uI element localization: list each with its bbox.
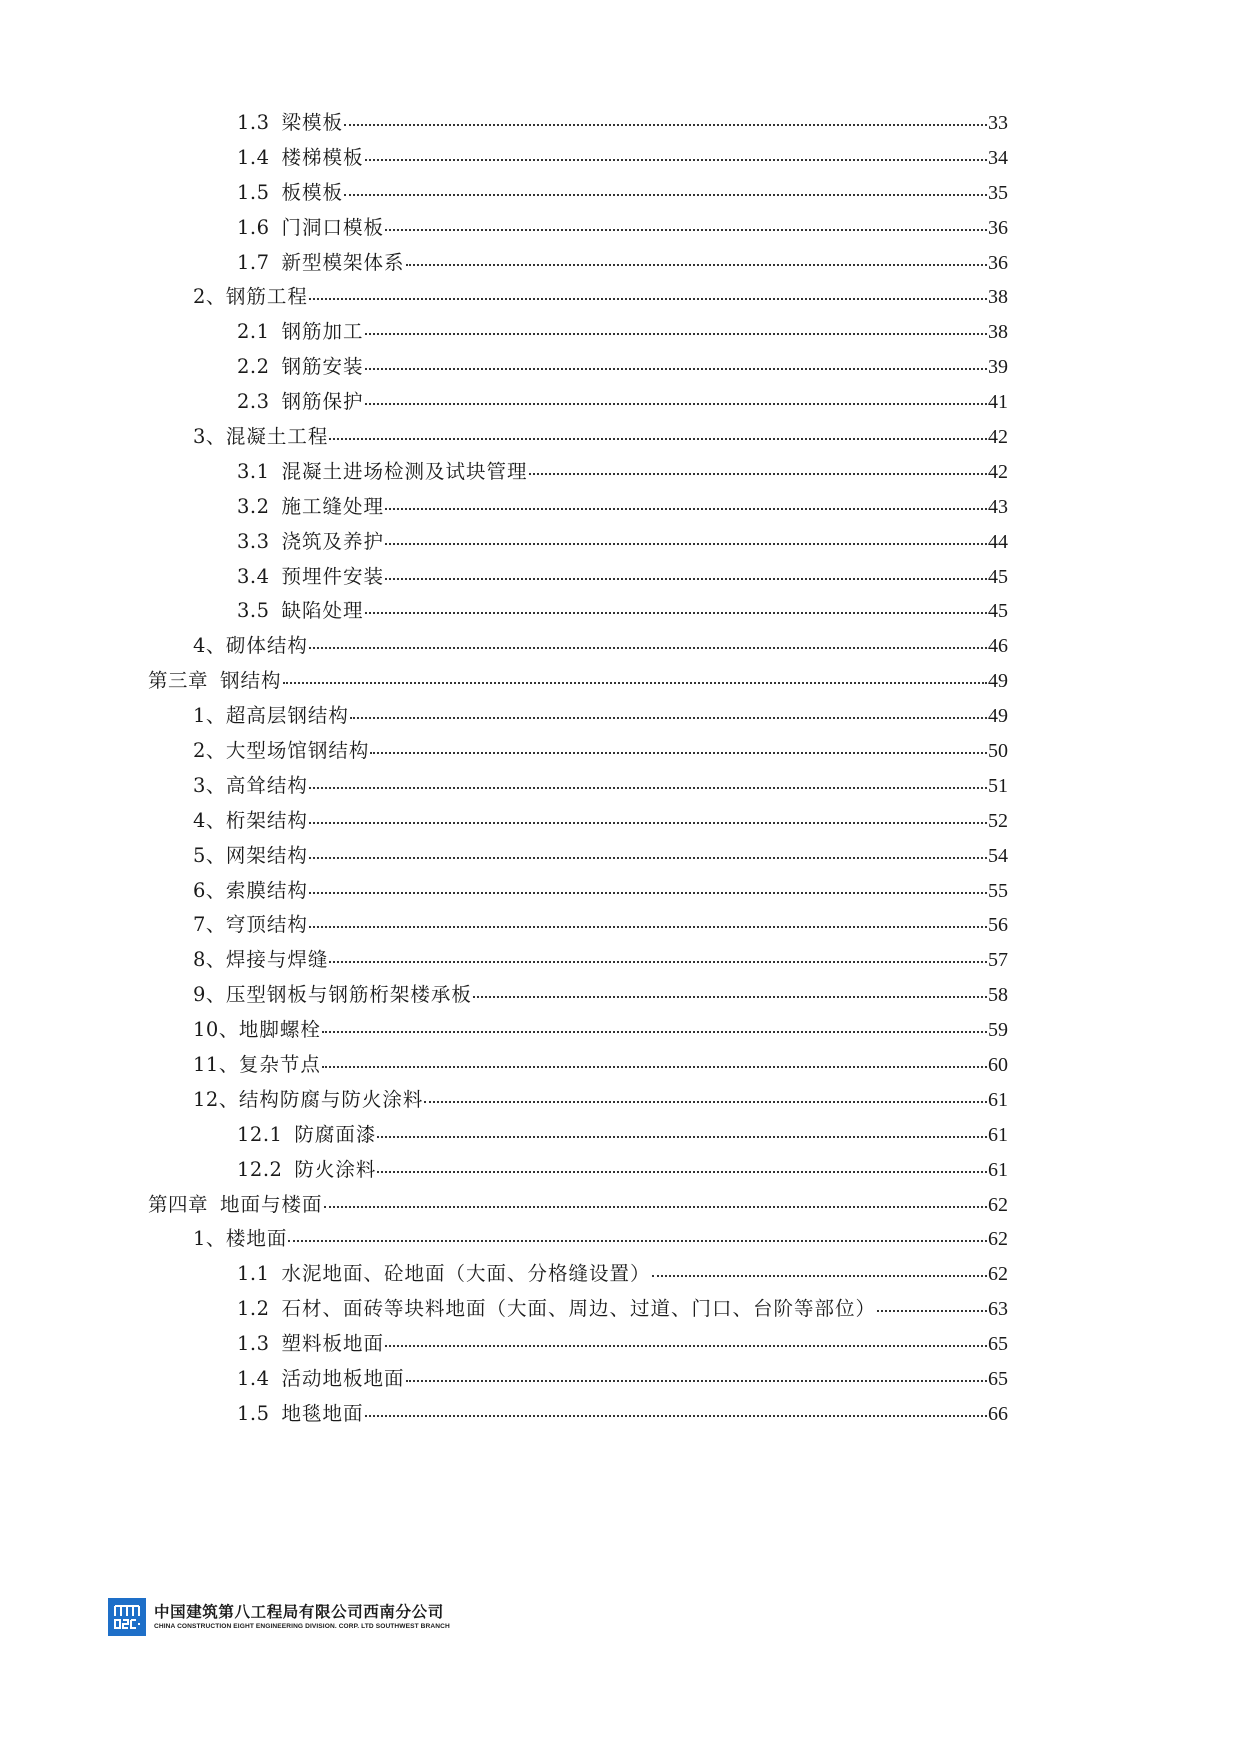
- toc-entry-page: 61: [988, 1158, 1008, 1181]
- toc-entry-line: [237, 594, 1008, 629]
- toc-entry[interactable]: [0, 804, 1240, 839]
- toc-entry-line: [193, 420, 1008, 455]
- toc-entry-line: [237, 1362, 1008, 1397]
- toc-entry-line: [237, 176, 1008, 211]
- toc-entry[interactable]: [0, 734, 1240, 769]
- dot-leader: [385, 1327, 987, 1347]
- toc-entry-number: 6、: [193, 878, 226, 902]
- toc-entry-number: 2、: [193, 285, 226, 309]
- toc-entry[interactable]: [0, 1083, 1240, 1118]
- toc-entry-page: 42: [988, 426, 1008, 448]
- dot-leader: [529, 455, 987, 475]
- toc-entry[interactable]: [0, 211, 1240, 246]
- toc-entry-line: [237, 455, 1008, 490]
- toc-entry-page: 36: [988, 251, 1008, 274]
- toc-entry-page: 61: [988, 1123, 1008, 1146]
- toc-entry-page: 66: [988, 1402, 1008, 1425]
- dot-leader: [652, 1257, 987, 1277]
- toc-entry-line: [193, 769, 1008, 804]
- toc-entry-page: 62: [988, 1228, 1008, 1251]
- toc-entry-line: [193, 734, 1008, 769]
- toc-entry-number: 3.2: [237, 494, 270, 518]
- toc-entry[interactable]: [0, 350, 1240, 385]
- toc-entry-line: [237, 246, 1008, 281]
- dot-leader: [365, 350, 987, 370]
- toc-entry-line: [193, 280, 1008, 315]
- toc-entry-number: 第四章: [148, 1192, 209, 1216]
- toc-entry-line: [237, 490, 1008, 525]
- toc-entry-line: [193, 699, 1008, 734]
- toc-entry-page: 36: [988, 216, 1008, 239]
- toc-entry[interactable]: [0, 1118, 1240, 1153]
- toc-entry-page: 34: [988, 146, 1008, 169]
- toc-entry-page: 42: [988, 460, 1008, 483]
- toc-entry-title: 板模板: [281, 180, 344, 204]
- dot-leader: [322, 1013, 987, 1033]
- toc-entry-page: 51: [988, 774, 1008, 797]
- toc-entry-page: 62: [988, 1193, 1008, 1216]
- toc-entry-number: 2、: [193, 739, 226, 763]
- toc-entry-title: 高耸结构: [225, 773, 308, 797]
- toc-entry[interactable]: [0, 1223, 1240, 1258]
- toc-entry[interactable]: [0, 978, 1240, 1013]
- toc-entry-page: 50: [988, 740, 1008, 763]
- dot-leader: [365, 141, 987, 161]
- dot-leader: [309, 629, 987, 649]
- toc-entry-number: 2.1: [237, 320, 270, 344]
- toc-entry-page: 57: [988, 949, 1008, 972]
- toc-entry-number: 5、: [193, 843, 226, 867]
- toc-entry-line: [237, 1153, 1008, 1188]
- dot-leader: [309, 839, 987, 859]
- toc-entry[interactable]: [0, 1257, 1240, 1292]
- dot-leader: [385, 525, 987, 545]
- toc-entry-number: 1.6: [237, 215, 270, 239]
- toc-entry-title: 水泥地面、砼地面（大面、分格缝设置）: [281, 1262, 651, 1286]
- toc-entry-number: 9、: [193, 983, 226, 1007]
- company-name-english: CHINA CONSTRUCTION EIGHT ENGINEERING DIVISION. CORP. LTD SOUTHWEST BRANCH: [154, 1623, 450, 1630]
- dot-leader: [424, 1083, 987, 1103]
- toc-entry-page: 46: [988, 635, 1008, 658]
- toc-entry-line: [237, 385, 1008, 420]
- toc-entry-line: [237, 560, 1008, 595]
- toc-entry-number: 11、: [193, 1053, 239, 1077]
- dot-leader: [365, 315, 987, 335]
- toc-entry-line: [148, 1188, 1008, 1223]
- toc-entry[interactable]: [0, 908, 1240, 943]
- toc-entry-number: 1.4: [237, 145, 270, 169]
- toc-entry-title: 大型场馆钢结构: [225, 739, 370, 763]
- toc-entry-number: 1.5: [237, 1401, 270, 1425]
- toc-entry-title: 预埋件安装: [281, 564, 385, 588]
- toc-entry-line: [193, 804, 1008, 839]
- toc-entry-line: [193, 943, 1008, 978]
- toc-entry-line: [237, 1397, 1008, 1432]
- dot-leader: [350, 699, 987, 719]
- toc-entry[interactable]: [0, 1048, 1240, 1083]
- toc-entry-line: [193, 1013, 1008, 1048]
- toc-entry-page: 49: [988, 670, 1008, 693]
- toc-entry[interactable]: [0, 1397, 1240, 1432]
- toc-entry-number: 1.7: [237, 250, 270, 274]
- toc-entry-title: 钢筋工程: [225, 285, 308, 309]
- dot-leader: [377, 1153, 987, 1173]
- toc-entry-title: 地毯地面: [281, 1401, 364, 1425]
- toc-entry-number: 3、: [193, 425, 226, 448]
- dot-leader: [385, 560, 987, 580]
- toc-entry-number: 第三章: [148, 669, 209, 693]
- toc-entry[interactable]: [0, 141, 1240, 176]
- toc-entry-number: 12、: [193, 1087, 239, 1111]
- toc-entry-title: 结构防腐与防火涂料: [238, 1087, 424, 1111]
- dot-leader: [473, 978, 987, 998]
- toc-entry-page: 60: [988, 1054, 1008, 1077]
- dot-leader: [324, 1188, 987, 1208]
- toc-entry-line: [193, 908, 1008, 943]
- toc-entry-title: 施工缝处理: [281, 494, 385, 518]
- toc-entry-number: 2.3: [237, 390, 270, 414]
- toc-entry[interactable]: [0, 769, 1240, 804]
- toc-entry[interactable]: [0, 629, 1240, 664]
- toc-entry-line: [193, 839, 1008, 874]
- toc-entry-page: 41: [988, 391, 1008, 414]
- toc-entry-page: 49: [988, 705, 1008, 728]
- dot-leader: [370, 734, 987, 754]
- dot-leader: [877, 1292, 987, 1312]
- toc-entry[interactable]: [0, 106, 1240, 141]
- toc-entry-title: 钢筋加工: [281, 320, 364, 344]
- dot-leader: [309, 874, 987, 894]
- toc-entry-title: 地面与楼面: [220, 1192, 323, 1216]
- toc-entry[interactable]: [0, 594, 1240, 629]
- toc-entry[interactable]: [0, 1327, 1240, 1362]
- dot-leader: [322, 1048, 987, 1068]
- dot-leader: [329, 943, 987, 963]
- toc-entry-page: 35: [988, 181, 1008, 204]
- toc-entry-number: 3、: [193, 773, 226, 797]
- toc-entry-title: 网架结构: [225, 843, 308, 867]
- toc-entry-line: [237, 1257, 1008, 1292]
- dot-leader: [309, 908, 987, 928]
- toc-entry-title: 砌体结构: [225, 634, 308, 658]
- toc-entry-line: [148, 664, 1008, 699]
- dot-leader: [406, 1362, 987, 1382]
- toc-entry-title: 桁架结构: [225, 808, 308, 832]
- toc-entry-number: 8、: [193, 948, 226, 972]
- toc-entry-number: 4、: [193, 634, 226, 658]
- dot-leader: [283, 664, 987, 684]
- toc-entry[interactable]: [0, 315, 1240, 350]
- table-of-contents: [0, 106, 1240, 1432]
- toc-entry-number: 4、: [193, 808, 226, 832]
- company-name-chinese: 中国建筑第八工程局有限公司西南分公司: [154, 1603, 444, 1621]
- toc-entry-title: 梁模板: [281, 110, 344, 134]
- toc-entry-line: [237, 1327, 1008, 1362]
- toc-entry-title: 钢筋安装: [281, 355, 364, 379]
- dot-leader: [365, 594, 987, 614]
- company-name-block: [154, 1602, 450, 1632]
- toc-entry-title: 地脚螺栓: [238, 1018, 321, 1042]
- toc-entry[interactable]: [0, 176, 1240, 211]
- toc-entry-page: 33: [988, 111, 1008, 134]
- toc-entry-page: 65: [988, 1368, 1008, 1391]
- toc-entry-line: [237, 1118, 1008, 1153]
- toc-entry-page: 45: [988, 565, 1008, 588]
- toc-entry[interactable]: [0, 246, 1240, 281]
- toc-entry-title: 焊接与焊缝: [225, 948, 329, 972]
- toc-entry[interactable]: [0, 420, 1240, 455]
- dot-leader: [365, 1397, 987, 1417]
- toc-entry-page: 45: [988, 600, 1008, 623]
- toc-entry-line: [193, 1083, 1008, 1118]
- toc-entry-page: 65: [988, 1333, 1008, 1356]
- toc-entry-title: 活动地板地面: [281, 1367, 405, 1391]
- toc-entry[interactable]: [0, 839, 1240, 874]
- toc-entry-number: 1、: [193, 1227, 226, 1251]
- toc-entry[interactable]: [0, 699, 1240, 734]
- toc-entry-line: [237, 315, 1008, 350]
- toc-entry-page: 39: [988, 356, 1008, 379]
- toc-entry-line: [193, 874, 1008, 909]
- toc-entry[interactable]: [0, 874, 1240, 909]
- toc-entry[interactable]: [0, 1362, 1240, 1397]
- toc-entry-line: [237, 211, 1008, 246]
- toc-entry-line: [237, 525, 1008, 560]
- toc-entry-page: 55: [988, 879, 1008, 902]
- toc-entry-line: [237, 1292, 1008, 1327]
- toc-entry[interactable]: [0, 525, 1240, 560]
- dot-leader: [406, 246, 987, 266]
- dot-leader: [329, 420, 987, 440]
- toc-entry-page: 43: [988, 495, 1008, 518]
- dot-leader: [385, 211, 987, 231]
- toc-entry[interactable]: [0, 1188, 1240, 1223]
- toc-entry[interactable]: [0, 490, 1240, 525]
- toc-entry-number: 2.2: [237, 355, 270, 379]
- toc-entry-number: 1.2: [237, 1297, 270, 1321]
- toc-entry-number: 7、: [193, 913, 226, 937]
- toc-entry-title: 门洞口模板: [281, 215, 385, 239]
- toc-entry-page: 38: [988, 286, 1008, 309]
- toc-entry-number: 1、: [193, 704, 226, 728]
- cscec-logo-icon: [108, 1598, 146, 1636]
- dot-leader: [344, 176, 987, 196]
- toc-entry-page: 63: [988, 1298, 1008, 1321]
- toc-entry-page: 44: [988, 530, 1008, 553]
- toc-entry-number: 1.3: [237, 110, 270, 134]
- toc-entry[interactable]: [0, 943, 1240, 978]
- toc-entry-title: 塑料板地面: [281, 1332, 385, 1356]
- toc-entry-number: 1.3: [237, 1332, 270, 1356]
- toc-entry-number: 3.3: [237, 529, 270, 553]
- toc-entry-title: 混凝土进场检测及试块管理: [281, 459, 528, 483]
- toc-entry-page: 62: [988, 1263, 1008, 1286]
- toc-entry-line: [193, 978, 1008, 1013]
- toc-entry-title: 超高层钢结构: [225, 704, 349, 728]
- toc-entry-title: 楼地面: [225, 1227, 288, 1251]
- toc-entry-title: 缺陷处理: [281, 599, 364, 623]
- toc-entry-title: 钢结构: [220, 669, 282, 693]
- dot-leader: [385, 490, 987, 510]
- dot-leader: [309, 280, 987, 300]
- toc-entry-number: 12.2: [237, 1157, 283, 1181]
- toc-entry-page: 38: [988, 321, 1008, 344]
- toc-entry-page: 56: [988, 914, 1008, 937]
- toc-entry-title: 压型钢板与钢筋桁架楼承板: [225, 983, 472, 1007]
- toc-entry-line: [193, 629, 1008, 664]
- toc-entry-title: 新型模架体系: [281, 250, 405, 274]
- toc-entry[interactable]: [0, 1013, 1240, 1048]
- toc-entry-number: 3.5: [237, 599, 270, 623]
- dot-leader: [377, 1118, 987, 1138]
- dot-leader: [309, 769, 987, 789]
- toc-entry-title: 索膜结构: [225, 878, 308, 902]
- toc-entry-page: 59: [988, 1019, 1008, 1042]
- toc-entry[interactable]: [0, 1292, 1240, 1327]
- toc-entry-title: 石材、面砖等块料地面（大面、周边、过道、门口、台阶等部位）: [281, 1297, 877, 1321]
- toc-entry-page: 58: [988, 984, 1008, 1007]
- toc-entry-title: 钢筋保护: [281, 390, 364, 414]
- toc-entry-number: 10、: [193, 1018, 239, 1042]
- toc-entry-line: [193, 1222, 1008, 1257]
- dot-leader: [309, 804, 987, 824]
- toc-entry-line: [193, 1048, 1008, 1083]
- toc-entry-number: 1.5: [237, 180, 270, 204]
- toc-entry-title: 复杂节点: [238, 1053, 321, 1077]
- toc-entry[interactable]: [0, 385, 1240, 420]
- toc-entry-number: 1.1: [237, 1262, 270, 1286]
- toc-entry-line: [237, 106, 1008, 141]
- toc-entry-number: 12.1: [237, 1122, 283, 1146]
- toc-entry-number: 3.1: [237, 459, 270, 483]
- toc-entry-page: 54: [988, 844, 1008, 867]
- page-footer: [108, 1598, 450, 1636]
- toc-entry-number: 1.4: [237, 1367, 270, 1391]
- toc-entry[interactable]: [0, 560, 1240, 595]
- toc-entry-title: 浇筑及养护: [281, 529, 385, 553]
- cscec-logo-glyph-icon: [112, 1602, 142, 1632]
- toc-entry[interactable]: [0, 664, 1240, 699]
- toc-entry[interactable]: [0, 1153, 1240, 1188]
- dot-leader: [288, 1222, 987, 1242]
- toc-entry-title: 楼梯模板: [281, 145, 364, 169]
- toc-entry-page: 61: [988, 1088, 1008, 1111]
- toc-entry-title: 防火涂料: [294, 1157, 377, 1181]
- dot-leader: [365, 385, 987, 405]
- toc-entry-title: 穹顶结构: [225, 913, 308, 937]
- toc-entry[interactable]: [0, 280, 1240, 315]
- toc-entry-number: 3.4: [237, 564, 270, 588]
- toc-entry-title: 混凝土工程: [225, 425, 329, 448]
- toc-entry-title: 防腐面漆: [294, 1122, 377, 1146]
- toc-entry[interactable]: [0, 455, 1240, 490]
- toc-entry-line: [237, 141, 1008, 176]
- toc-entry-line: [237, 350, 1008, 385]
- toc-entry-page: 52: [988, 809, 1008, 832]
- dot-leader: [344, 106, 987, 126]
